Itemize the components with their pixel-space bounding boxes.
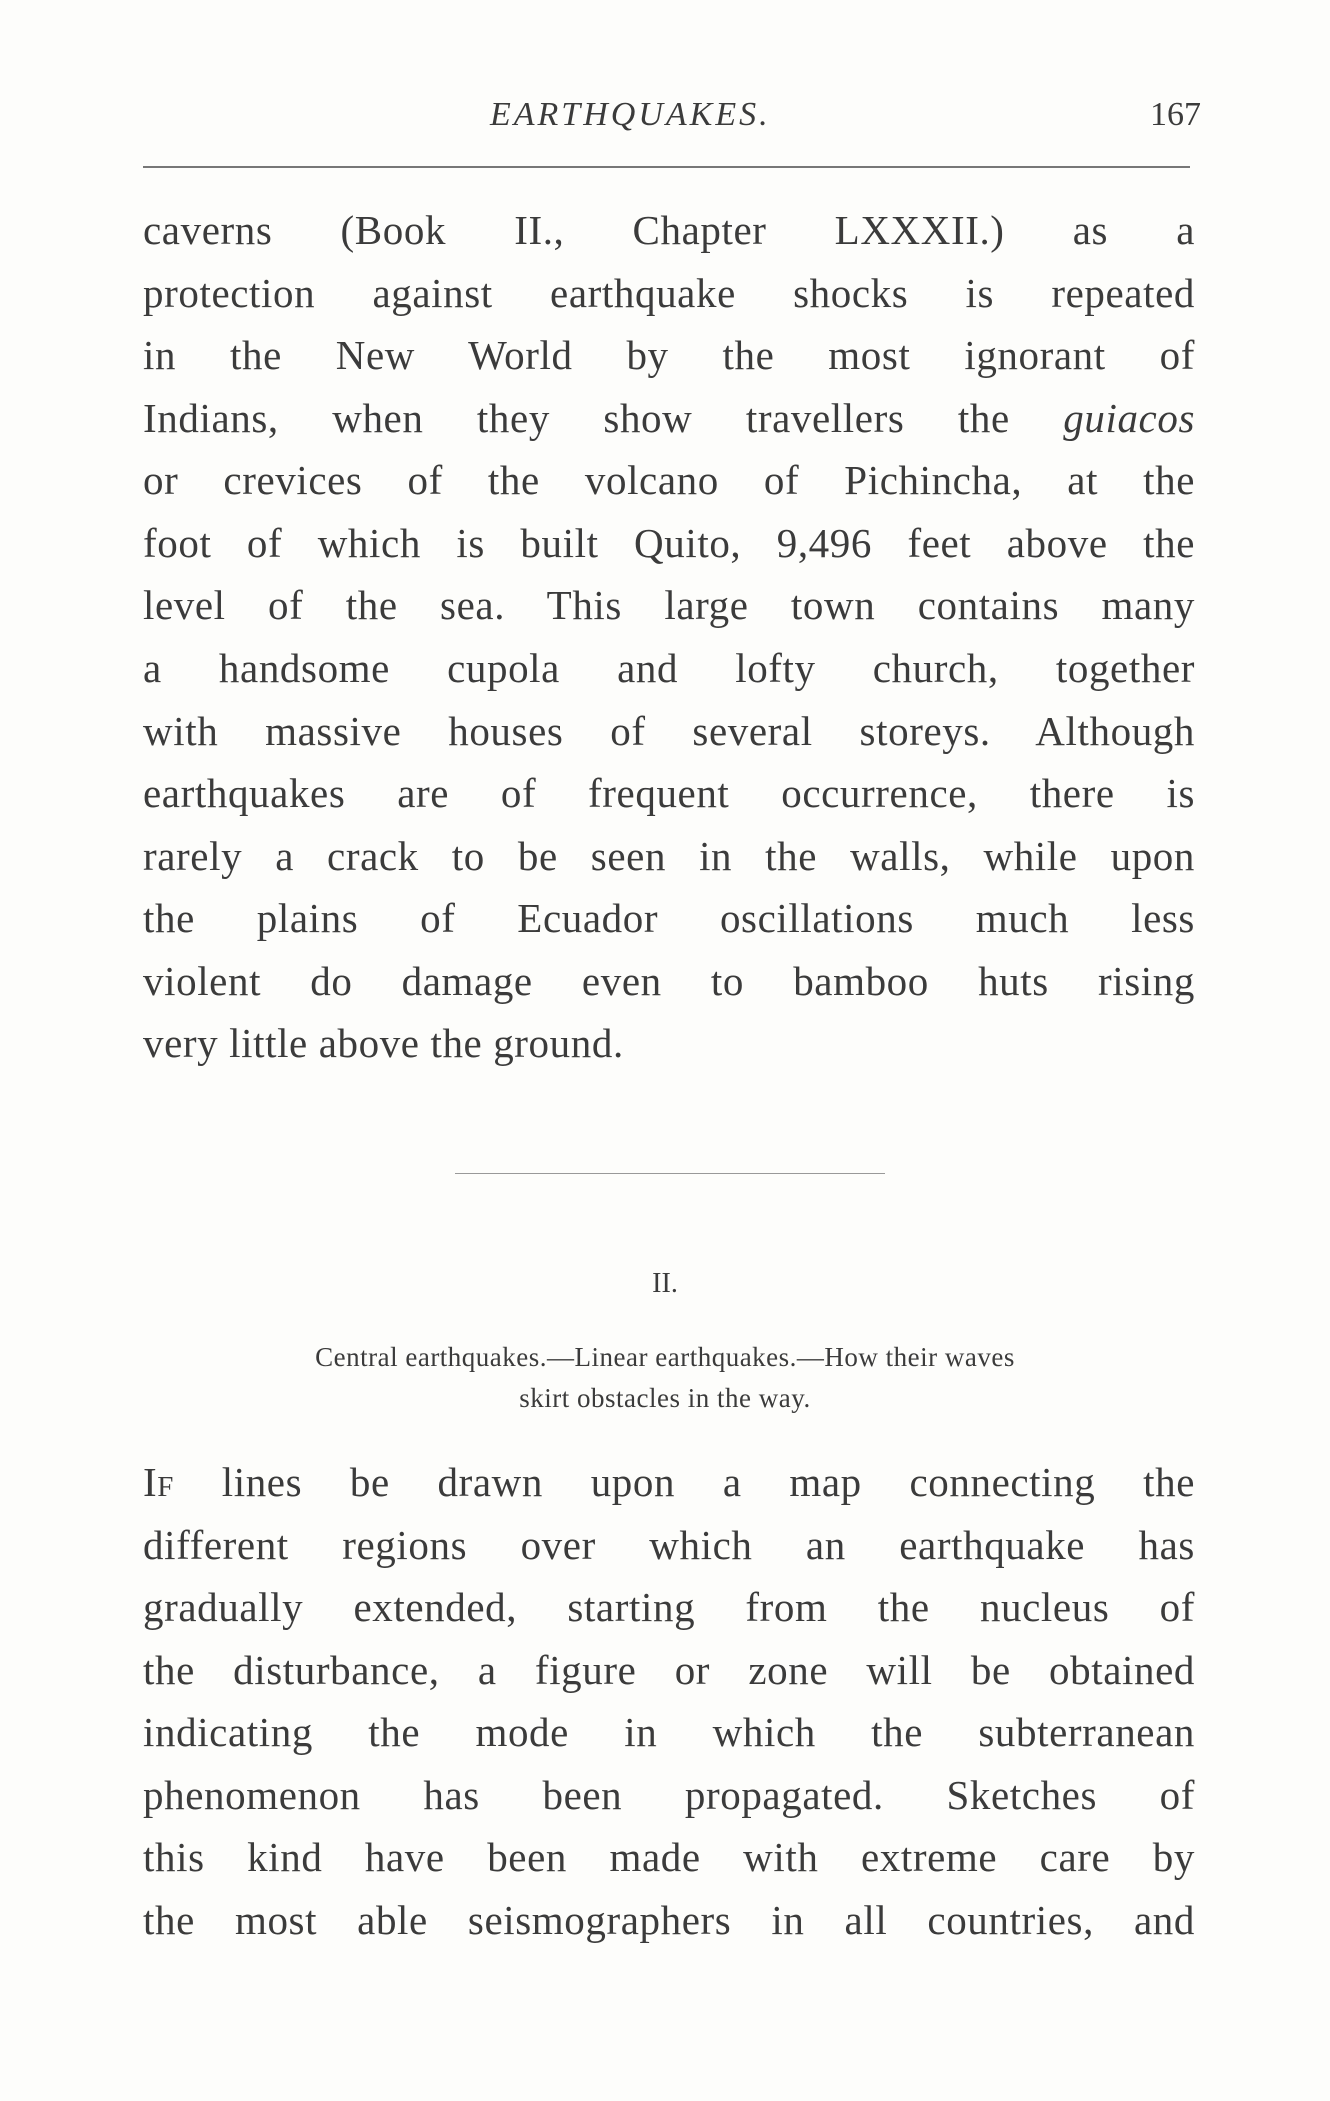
text-line: violent do damage even to bamboo huts rising — [143, 958, 1195, 1004]
section-caption-line: Central earthquakes.—Linear earthquakes.—How their waves — [315, 1342, 1015, 1372]
text-line: earthquakes are of frequent occurrence, there is — [143, 770, 1195, 816]
section-number: II. — [652, 1268, 678, 1299]
page-number: 167 — [1150, 96, 1201, 133]
text-line: phenomenon has been propagated. Sketches of — [143, 1772, 1195, 1818]
text-line: the plains of Ecuador oscillations much less — [143, 895, 1195, 941]
section-divider — [455, 1173, 885, 1174]
text-line: level of the sea. This large town contains many — [143, 582, 1195, 628]
text-line: caverns (Book II., Chapter LXXXII.) as a — [143, 207, 1195, 253]
italic-word: guiacos — [1063, 395, 1196, 441]
text-line: different regions over which an earthquake has — [143, 1522, 1195, 1568]
text-line — [143, 393, 1195, 443]
text-line: gradually extended, starting from the nucleus of — [143, 1584, 1195, 1630]
text-line: or crevices of the volcano of Pichincha, at the — [143, 457, 1195, 503]
text-line: in the New World by the most ignorant of — [143, 332, 1195, 378]
text-line: indicating the mode in which the subterranean — [143, 1709, 1195, 1755]
text-line: this kind have been made with extreme care by — [143, 1834, 1195, 1880]
text-line — [143, 1457, 1195, 1507]
text-line: the most able seismographers in all countries, and — [143, 1897, 1195, 1943]
initial-word: If — [143, 1459, 174, 1505]
section-caption-line: skirt obstacles in the way. — [519, 1383, 811, 1413]
text-line: a handsome cupola and lofty church, together — [143, 645, 1195, 691]
text-line: rarely a crack to be seen in the walls, while upon — [143, 833, 1195, 879]
text-line: foot of which is built Quito, 9,496 feet above the — [143, 520, 1195, 566]
text-segment: Indians, when they show travellers the — [143, 395, 1010, 441]
header-rule — [143, 166, 1190, 168]
running-title: EARTHQUAKES. — [490, 96, 771, 133]
text-line: the disturbance, a figure or zone will be obtained — [143, 1647, 1195, 1693]
text-segment: lines be drawn upon a map connecting the — [173, 1459, 1195, 1505]
text-line: very little above the ground. — [143, 1020, 624, 1066]
text-line: protection against earthquake shocks is repeated — [143, 270, 1195, 316]
text-line: with massive houses of several storeys. Although — [143, 708, 1195, 754]
